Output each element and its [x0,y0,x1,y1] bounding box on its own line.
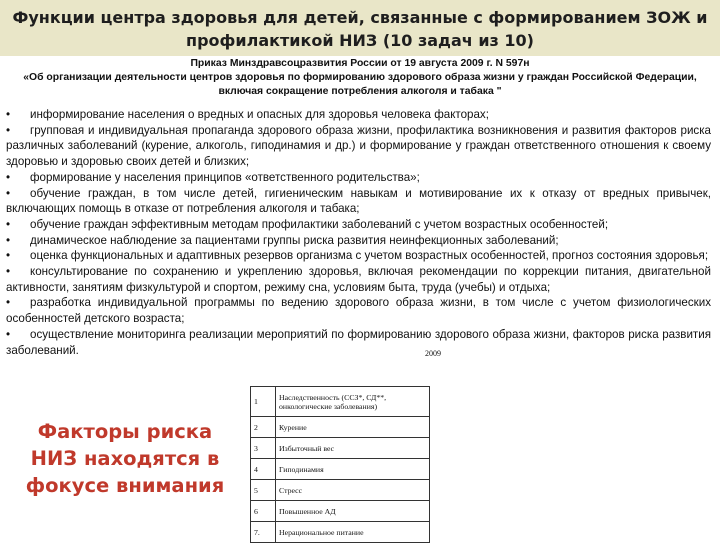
function-text: разработка индивидуальной программы по ведению здорового образа жизни, в том числе с учетом физиологических особенностей детского возраста; [6,296,711,326]
bullet-icon: • [6,170,11,184]
risk-factors-table [250,386,430,543]
function-item-10 [6,327,711,358]
function-item-7 [6,248,711,264]
bullet-icon: • [6,233,11,247]
function-text: формирование у населения принципов «ответственного родительства»; [30,170,420,184]
row-number: 5 [251,480,276,501]
table-row [251,387,430,417]
bullet-icon: • [6,123,11,137]
table-year: 2009 [425,349,441,358]
table-row [251,480,430,501]
function-item-3 [6,170,711,186]
table-row [251,501,430,522]
function-item-9 [6,295,711,326]
row-number: 1 [251,387,276,417]
bullet-icon: • [6,265,11,279]
table-row [251,438,430,459]
risk-focus-callout: Факторы риска НИЗ находятся в фокусе внимания [25,420,225,497]
risk-factor: Стресс [276,480,430,501]
functions-list [6,107,711,358]
function-item-4 [6,186,711,217]
row-number: 2 [251,417,276,438]
bullet-icon: • [6,249,11,263]
risk-factor: Наследственность (ССЗ*, СД**, онкологические заболевания) [276,387,430,417]
function-item-6 [6,233,711,249]
function-text: информирование населения о вредных и опасных для здоровья человека факторах; [30,108,489,121]
function-text: осуществление мониторинга реализации мероприятий по формированию здорового образа жизни, факторов риска развития заболеваний. [6,327,711,357]
table-row [251,459,430,480]
function-item-8 [6,264,711,295]
function-text: обучение граждан, в том числе детей, гигиеническим навыкам и мотивирование их к отказу от вредных привычек, включающих помощь в отказе от потребления алкоголя и табака; [6,186,711,216]
risk-factor: Избыточный вес [276,438,430,459]
bullet-icon: • [6,108,11,121]
function-text: динамическое наблюдение за пациентами группы риска развития неинфекционных заболеваний; [30,233,559,247]
row-number: 6 [251,501,276,522]
function-item-1 [6,107,711,123]
risk-factor: Гиподинамия [276,459,430,480]
function-text: групповая и индивидуальная пропаганда здорового образа жизни, профилактика возникновения и развития факторов риска различных заболеваний (курение, алкоголь, гиподинамия и др.) и формирование у граждан ответственного отношения к своему здоровью и здоровью своих детей и близких; [6,123,711,169]
order-subtitle: «Об организации деятельности центров здоровья по формированию здорового образа жизни у граждан Российской Федерации, включая сокращение потребления алкоголя и табака " [23,72,697,97]
row-number: 3 [251,438,276,459]
order-title: Приказ Минздравсоцразвития России от 19 августа 2009 г. N 597н [190,58,530,69]
function-item-5 [6,217,711,233]
bullet-icon: • [6,296,11,310]
table-row [251,417,430,438]
function-text: оценка функциональных и адаптивных резервов организма с учетом возрастных особенностей, прогноз состояния здоровья; [30,249,709,263]
risk-factor: Нерациональное питание [276,522,430,543]
row-number: 4 [251,459,276,480]
risk-factor: Повышенное АД [276,501,430,522]
function-text: обучение граждан эффективным методам профилактики заболеваний с учетом возрастных особенностей; [30,217,609,231]
bullet-icon: • [6,327,11,341]
bullet-icon: • [6,217,11,231]
order-header [4,57,716,99]
function-text: консультирование по сохранению и укреплению здоровья, включая рекомендации по коррекции питания, двигательной активности, занятиям физкультурой и спортом, режиму сна, условиям быта, труда (учебы) и отдыха; [6,265,711,294]
function-item-2 [6,123,711,170]
row-number: 7. [251,522,276,543]
bullet-icon: • [6,186,11,200]
risk-factor: Курение [276,417,430,438]
slide-title: Функции центра здоровья для детей, связанные с формированием ЗОЖ и профилактикой НИЗ (10 задач из 10) [12,8,708,50]
table-row [251,522,430,543]
